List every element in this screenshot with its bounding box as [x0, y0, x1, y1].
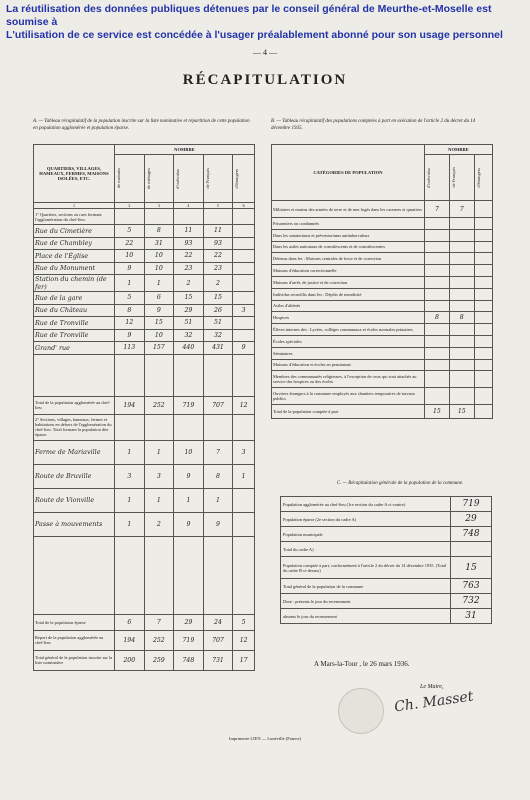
- row-value: 15: [449, 405, 474, 419]
- row-label: Hospices: [272, 312, 425, 324]
- table-row: [34, 329, 255, 342]
- row-label: Route de Bruville: [34, 464, 115, 488]
- row-value: 9: [115, 262, 145, 275]
- c-row-value: 732: [451, 594, 492, 609]
- row-value: 113: [115, 342, 145, 355]
- row-label: Ferme de Mariaville: [34, 440, 115, 464]
- row-value: [449, 335, 474, 347]
- row-value: 93: [203, 237, 233, 250]
- table-row: [34, 237, 255, 250]
- col-head: [115, 155, 145, 203]
- row-label: Membres des communautés religieuses, à l'exception de ceux qui sont attachés au service des hospices ou des écoles: [272, 371, 425, 388]
- group1-label: 1° Quartiers, sections ou rues formant l'agglomération du chef-lieu.: [34, 209, 115, 225]
- row-value: 15: [144, 317, 174, 330]
- row-value: 15: [425, 405, 450, 419]
- row-value: [474, 335, 492, 347]
- c-row-value: 763: [451, 579, 492, 594]
- row-value: 7: [449, 201, 474, 218]
- row-value: [425, 388, 450, 405]
- row-label: Station du chemin (de fer): [34, 275, 115, 292]
- row-value: [474, 288, 492, 300]
- row-value: [474, 405, 492, 419]
- table-row: [272, 265, 493, 277]
- row-value: [233, 488, 255, 512]
- table-row: [272, 241, 493, 253]
- row-value: [233, 329, 255, 342]
- mayor-label: Le Maire,: [420, 684, 444, 690]
- row-value: 22: [203, 250, 233, 263]
- col-number: 6: [233, 203, 255, 209]
- row-value: [474, 324, 492, 336]
- table-row: [34, 304, 255, 317]
- row-value: 200: [115, 650, 145, 670]
- row-value: 1: [144, 440, 174, 464]
- row-value: [233, 225, 255, 238]
- col-head: [174, 155, 204, 203]
- col-label-header: QUARTIERS, VILLAGES, HAMEAUX, FERMES, MAISONS ISOLÉES, ETC.: [34, 145, 115, 203]
- row-value: [233, 262, 255, 275]
- row-value: [474, 265, 492, 277]
- row-value: [233, 317, 255, 330]
- row-label: Rue de la gare: [34, 292, 115, 305]
- row-label: Dans les sanatoriums et préventoriums antituberculeux: [272, 229, 425, 241]
- page-number: — 4 —: [253, 48, 277, 57]
- b-col-head: [425, 155, 450, 201]
- table-row: [34, 275, 255, 292]
- row-value: 24: [203, 614, 233, 630]
- row-label: Séminaires: [272, 347, 425, 359]
- row-value: 93: [174, 237, 204, 250]
- row-value: 2: [144, 512, 174, 536]
- row-label: Total de la population éparse: [34, 614, 115, 630]
- row-value: 5: [115, 225, 145, 238]
- row-value: 23: [203, 262, 233, 275]
- row-value: [474, 312, 492, 324]
- row-value: [474, 253, 492, 265]
- row-value: [474, 388, 492, 405]
- row-label: Maisons d'éducation correctionnelle: [272, 265, 425, 277]
- row-value: 8: [144, 225, 174, 238]
- row-value: 51: [174, 317, 204, 330]
- row-value: 9: [174, 512, 204, 536]
- table-row: [281, 594, 492, 609]
- row-value: 22: [174, 250, 204, 263]
- row-label: Prisonniers ou condamnés: [272, 218, 425, 230]
- row-value: 719: [174, 630, 204, 650]
- c-row-label: absents le jour du recensement: [281, 609, 451, 624]
- row-value: 32: [203, 329, 233, 342]
- section-c-title: C. — Récapitulation générale de la population de la commune.: [336, 481, 464, 486]
- row-value: 1: [233, 464, 255, 488]
- row-label: Route de Vionville: [34, 488, 115, 512]
- section-a-title: A. — Tableau récapitulatif de la population inscrite sur la liste nominative et répartition de cette population en population agglomérée et population éparse.: [33, 119, 250, 131]
- group2-label: 2° Sections, villages, hameaux, fermes et habitations en dehors de l'agglomération du chef-lieu. Total formant la population dite éparse.: [34, 414, 115, 440]
- row-value: 8: [203, 464, 233, 488]
- row-value: [449, 371, 474, 388]
- table-row: [272, 388, 493, 405]
- table-row: [272, 229, 493, 241]
- row-value: [425, 253, 450, 265]
- row-value: 3: [144, 464, 174, 488]
- row-value: 194: [115, 396, 145, 414]
- row-value: [233, 237, 255, 250]
- row-label: Rue du Château: [34, 304, 115, 317]
- row-value: 1: [115, 512, 145, 536]
- copyright-banner: [6, 3, 526, 42]
- c-row-value: 15: [451, 557, 492, 579]
- row-value: 29: [174, 614, 204, 630]
- table-row: [34, 464, 255, 488]
- row-value: [233, 292, 255, 305]
- row-value: 9: [115, 329, 145, 342]
- row-value: 26: [203, 304, 233, 317]
- c-row-value: [451, 542, 492, 557]
- row-value: 10: [144, 250, 174, 263]
- row-label: Asiles d'aliénés: [272, 300, 425, 312]
- row-value: 1: [115, 275, 145, 292]
- table-row: [272, 312, 493, 324]
- col-number: 5: [203, 203, 233, 209]
- c-row-value: 719: [451, 497, 492, 512]
- table-row: [272, 324, 493, 336]
- b-col-head: [449, 155, 474, 201]
- row-value: [425, 265, 450, 277]
- row-value: [449, 265, 474, 277]
- row-value: 6: [115, 614, 145, 630]
- row-value: 431: [203, 342, 233, 355]
- table-row: [281, 579, 492, 594]
- row-value: [449, 359, 474, 371]
- row-value: 194: [115, 630, 145, 650]
- table-row: [272, 371, 493, 388]
- row-value: 1: [115, 440, 145, 464]
- row-value: 2: [174, 275, 204, 292]
- col-number: 2: [115, 203, 145, 209]
- row-value: [449, 300, 474, 312]
- row-value: [474, 201, 492, 218]
- row-value: 748: [174, 650, 204, 670]
- row-value: 440: [174, 342, 204, 355]
- c-row-label: Population municipale: [281, 527, 451, 542]
- c-row-label: Total général de la population de la commune: [281, 579, 451, 594]
- row-label: Rue de Chambley: [34, 237, 115, 250]
- table-row: [272, 201, 493, 218]
- row-label: Maisons d'arrêt, de justice et de correction: [272, 276, 425, 288]
- row-value: [474, 276, 492, 288]
- row-label: Dans les asiles nationaux de convalescents et de convalescentes: [272, 241, 425, 253]
- table-row: [281, 527, 492, 542]
- row-value: 157: [144, 342, 174, 355]
- mayor-signature: Ch. Masset: [393, 688, 475, 716]
- row-label: Passe à mouvements: [34, 512, 115, 536]
- row-label: Rue de Tronville: [34, 329, 115, 342]
- c-row-value: 31: [451, 609, 492, 624]
- row-value: 51: [203, 317, 233, 330]
- table-row: [281, 497, 492, 512]
- row-label: Rue du Cimetière: [34, 225, 115, 238]
- row-value: 12: [115, 317, 145, 330]
- row-value: 10: [144, 262, 174, 275]
- col-head-text: de Français: [204, 168, 210, 189]
- row-value: [449, 347, 474, 359]
- row-label: Élèves internes des : Lycées, collèges communaux et écoles normales primaires: [272, 324, 425, 336]
- table-row: [272, 347, 493, 359]
- row-value: 731: [203, 650, 233, 670]
- row-value: 707: [203, 630, 233, 650]
- row-value: [449, 276, 474, 288]
- row-value: [233, 275, 255, 292]
- b-col-head-text: de Français: [450, 167, 456, 188]
- c-row-label: Dont : présents le jour du recensement: [281, 594, 451, 609]
- row-value: 3: [233, 304, 255, 317]
- table-row: [34, 250, 255, 263]
- row-value: 259: [144, 650, 174, 670]
- row-value: [474, 218, 492, 230]
- row-value: [474, 347, 492, 359]
- row-value: 11: [203, 225, 233, 238]
- row-value: 7: [144, 614, 174, 630]
- row-value: 252: [144, 630, 174, 650]
- row-label: Maisons d'éducation et écoles en pensionnat: [272, 359, 425, 371]
- table-row: [272, 359, 493, 371]
- c-row-label: Total du cadre A): [281, 542, 451, 557]
- row-value: [425, 300, 450, 312]
- nombre-header: NOMBRE: [115, 145, 255, 155]
- row-value: 11: [174, 225, 204, 238]
- row-value: 9: [144, 304, 174, 317]
- table-row: [34, 440, 255, 464]
- row-value: 23: [174, 262, 204, 275]
- row-value: [449, 218, 474, 230]
- row-label: Report de la population agglomérée au chef-lieu: [34, 630, 115, 650]
- table-a: [33, 144, 255, 671]
- row-value: 29: [174, 304, 204, 317]
- row-label: Rue de Tronville: [34, 317, 115, 330]
- table-row: [272, 218, 493, 230]
- row-value: [425, 229, 450, 241]
- col-head-text: d'étrangers: [234, 168, 240, 189]
- table-b: [271, 144, 493, 419]
- col-head: [233, 155, 255, 203]
- table-row: [34, 317, 255, 330]
- row-value: [425, 241, 450, 253]
- row-value: [474, 300, 492, 312]
- row-value: 32: [174, 329, 204, 342]
- table-row: [34, 292, 255, 305]
- row-value: 10: [115, 250, 145, 263]
- row-value: 9: [233, 342, 255, 355]
- row-value: 707: [203, 396, 233, 414]
- row-value: [474, 371, 492, 388]
- row-value: [425, 276, 450, 288]
- row-value: 1: [115, 488, 145, 512]
- row-value: 7: [425, 201, 450, 218]
- table-row: [272, 288, 493, 300]
- col-head-text: de maisons: [116, 168, 121, 189]
- b-col-head: [474, 155, 492, 201]
- row-value: 12: [233, 396, 255, 414]
- date-line: A Mars-la-Tour , le 26 mars 1936.: [314, 660, 410, 668]
- col-number: 4: [174, 203, 204, 209]
- row-label: Total de la population comptée à part: [272, 405, 425, 419]
- row-value: 12: [233, 630, 255, 650]
- row-label: Total général de la population inscrite sur la liste nominative: [34, 650, 115, 670]
- row-value: 17: [233, 650, 255, 670]
- row-label: Place de l'Église: [34, 250, 115, 263]
- c-row-label: Population comptée à part, conformément à l'article 2 du décret du 14 décembre 1935. (Total du cadre B ci-dessus): [281, 557, 451, 579]
- table-row: [34, 225, 255, 238]
- row-value: [425, 359, 450, 371]
- row-value: 8: [115, 304, 145, 317]
- table-row: [281, 512, 492, 527]
- row-value: 8: [449, 312, 474, 324]
- row-value: 7: [203, 440, 233, 464]
- row-value: 1: [203, 488, 233, 512]
- row-value: 9: [203, 512, 233, 536]
- row-value: [233, 512, 255, 536]
- row-value: 3: [233, 440, 255, 464]
- table-c: [280, 496, 492, 624]
- row-label: Grand' rue: [34, 342, 115, 355]
- row-value: [425, 335, 450, 347]
- row-value: [449, 229, 474, 241]
- row-label: Écoles spéciales: [272, 335, 425, 347]
- row-value: [425, 288, 450, 300]
- table-row: [34, 512, 255, 536]
- row-label: Total de la population agglomérée au chef-lieu: [34, 396, 115, 414]
- c-row-label: Population agglomérée au chef-lieu (1re section du cadre A ci-contre): [281, 497, 451, 512]
- col-head-text: de ménages: [145, 167, 151, 190]
- row-value: 6: [144, 292, 174, 305]
- row-value: [233, 250, 255, 263]
- table-row: [34, 488, 255, 512]
- banner-line-2: L'utilisation de ce service est concédée à l'usager préalablement abonné pour son usage personnel: [6, 29, 503, 41]
- row-value: 1: [174, 488, 204, 512]
- cat-header: CATÉGORIES DE POPULATION: [272, 145, 425, 201]
- banner-line-1: La réutilisation des données publiques détenues par le conseil général de Meurthe-et-Moselle est soumise à: [6, 3, 492, 28]
- row-value: [425, 347, 450, 359]
- row-value: 10: [174, 440, 204, 464]
- col-head-text: d'individus: [175, 168, 181, 189]
- b-col-head-text: d'étrangers: [475, 167, 481, 188]
- table-row: [272, 276, 493, 288]
- col-head: [203, 155, 233, 203]
- section-b-title: B. — Tableau récapitulatif des populations comptées à part en exécution de l'article 2 du décret du 14 décembre 1935.: [271, 119, 476, 131]
- row-value: 5: [233, 614, 255, 630]
- col-head: [144, 155, 174, 203]
- table-row: [281, 557, 492, 579]
- row-value: [449, 288, 474, 300]
- row-value: [474, 359, 492, 371]
- row-label: Rue du Monument: [34, 262, 115, 275]
- row-value: [449, 324, 474, 336]
- row-value: [474, 241, 492, 253]
- row-value: 9: [174, 464, 204, 488]
- row-value: 1: [144, 488, 174, 512]
- row-value: 8: [425, 312, 450, 324]
- row-value: [425, 218, 450, 230]
- table-row: [272, 253, 493, 265]
- row-label: Militaires et marins des armées de terre et de mer logés dans les casernes et quartiers: [272, 201, 425, 218]
- table-row: [281, 609, 492, 624]
- row-value: [474, 229, 492, 241]
- row-label: Individus recueillis dans les : Dépôts de mendicité: [272, 288, 425, 300]
- c-row-value: 748: [451, 527, 492, 542]
- row-value: 2: [203, 275, 233, 292]
- row-value: 31: [144, 237, 174, 250]
- row-label: Ouvriers étrangers à la commune employés aux chantiers temporaires de travaux publics: [272, 388, 425, 405]
- col-number: 1: [34, 203, 115, 209]
- page-title: RÉCAPITULATION: [182, 72, 348, 88]
- table-row: [272, 300, 493, 312]
- table-row: [272, 335, 493, 347]
- town-seal: [338, 688, 384, 734]
- row-value: [449, 253, 474, 265]
- row-value: [425, 324, 450, 336]
- row-value: 15: [174, 292, 204, 305]
- c-row-value: 29: [451, 512, 492, 527]
- row-value: 252: [144, 396, 174, 414]
- row-value: 1: [144, 275, 174, 292]
- c-row-label: Population éparse (2e section du cadre A): [281, 512, 451, 527]
- row-value: [425, 371, 450, 388]
- b-col-head-text: d'individus: [426, 167, 431, 188]
- row-value: 10: [144, 329, 174, 342]
- row-value: [449, 241, 474, 253]
- b-nombre-header: NOMBRE: [425, 145, 493, 155]
- row-label: Détenus dans les : Maisons centrales de force et de correction: [272, 253, 425, 265]
- printer-line: Imprimerie LIEN — Lunéville (France): [229, 736, 301, 741]
- row-value: 3: [115, 464, 145, 488]
- table-row: [34, 342, 255, 355]
- row-value: 22: [115, 237, 145, 250]
- table-row: [34, 262, 255, 275]
- row-value: 719: [174, 396, 204, 414]
- row-value: 15: [203, 292, 233, 305]
- col-number: 3: [144, 203, 174, 209]
- table-row: [281, 542, 492, 557]
- row-value: [449, 388, 474, 405]
- row-value: 5: [115, 292, 145, 305]
